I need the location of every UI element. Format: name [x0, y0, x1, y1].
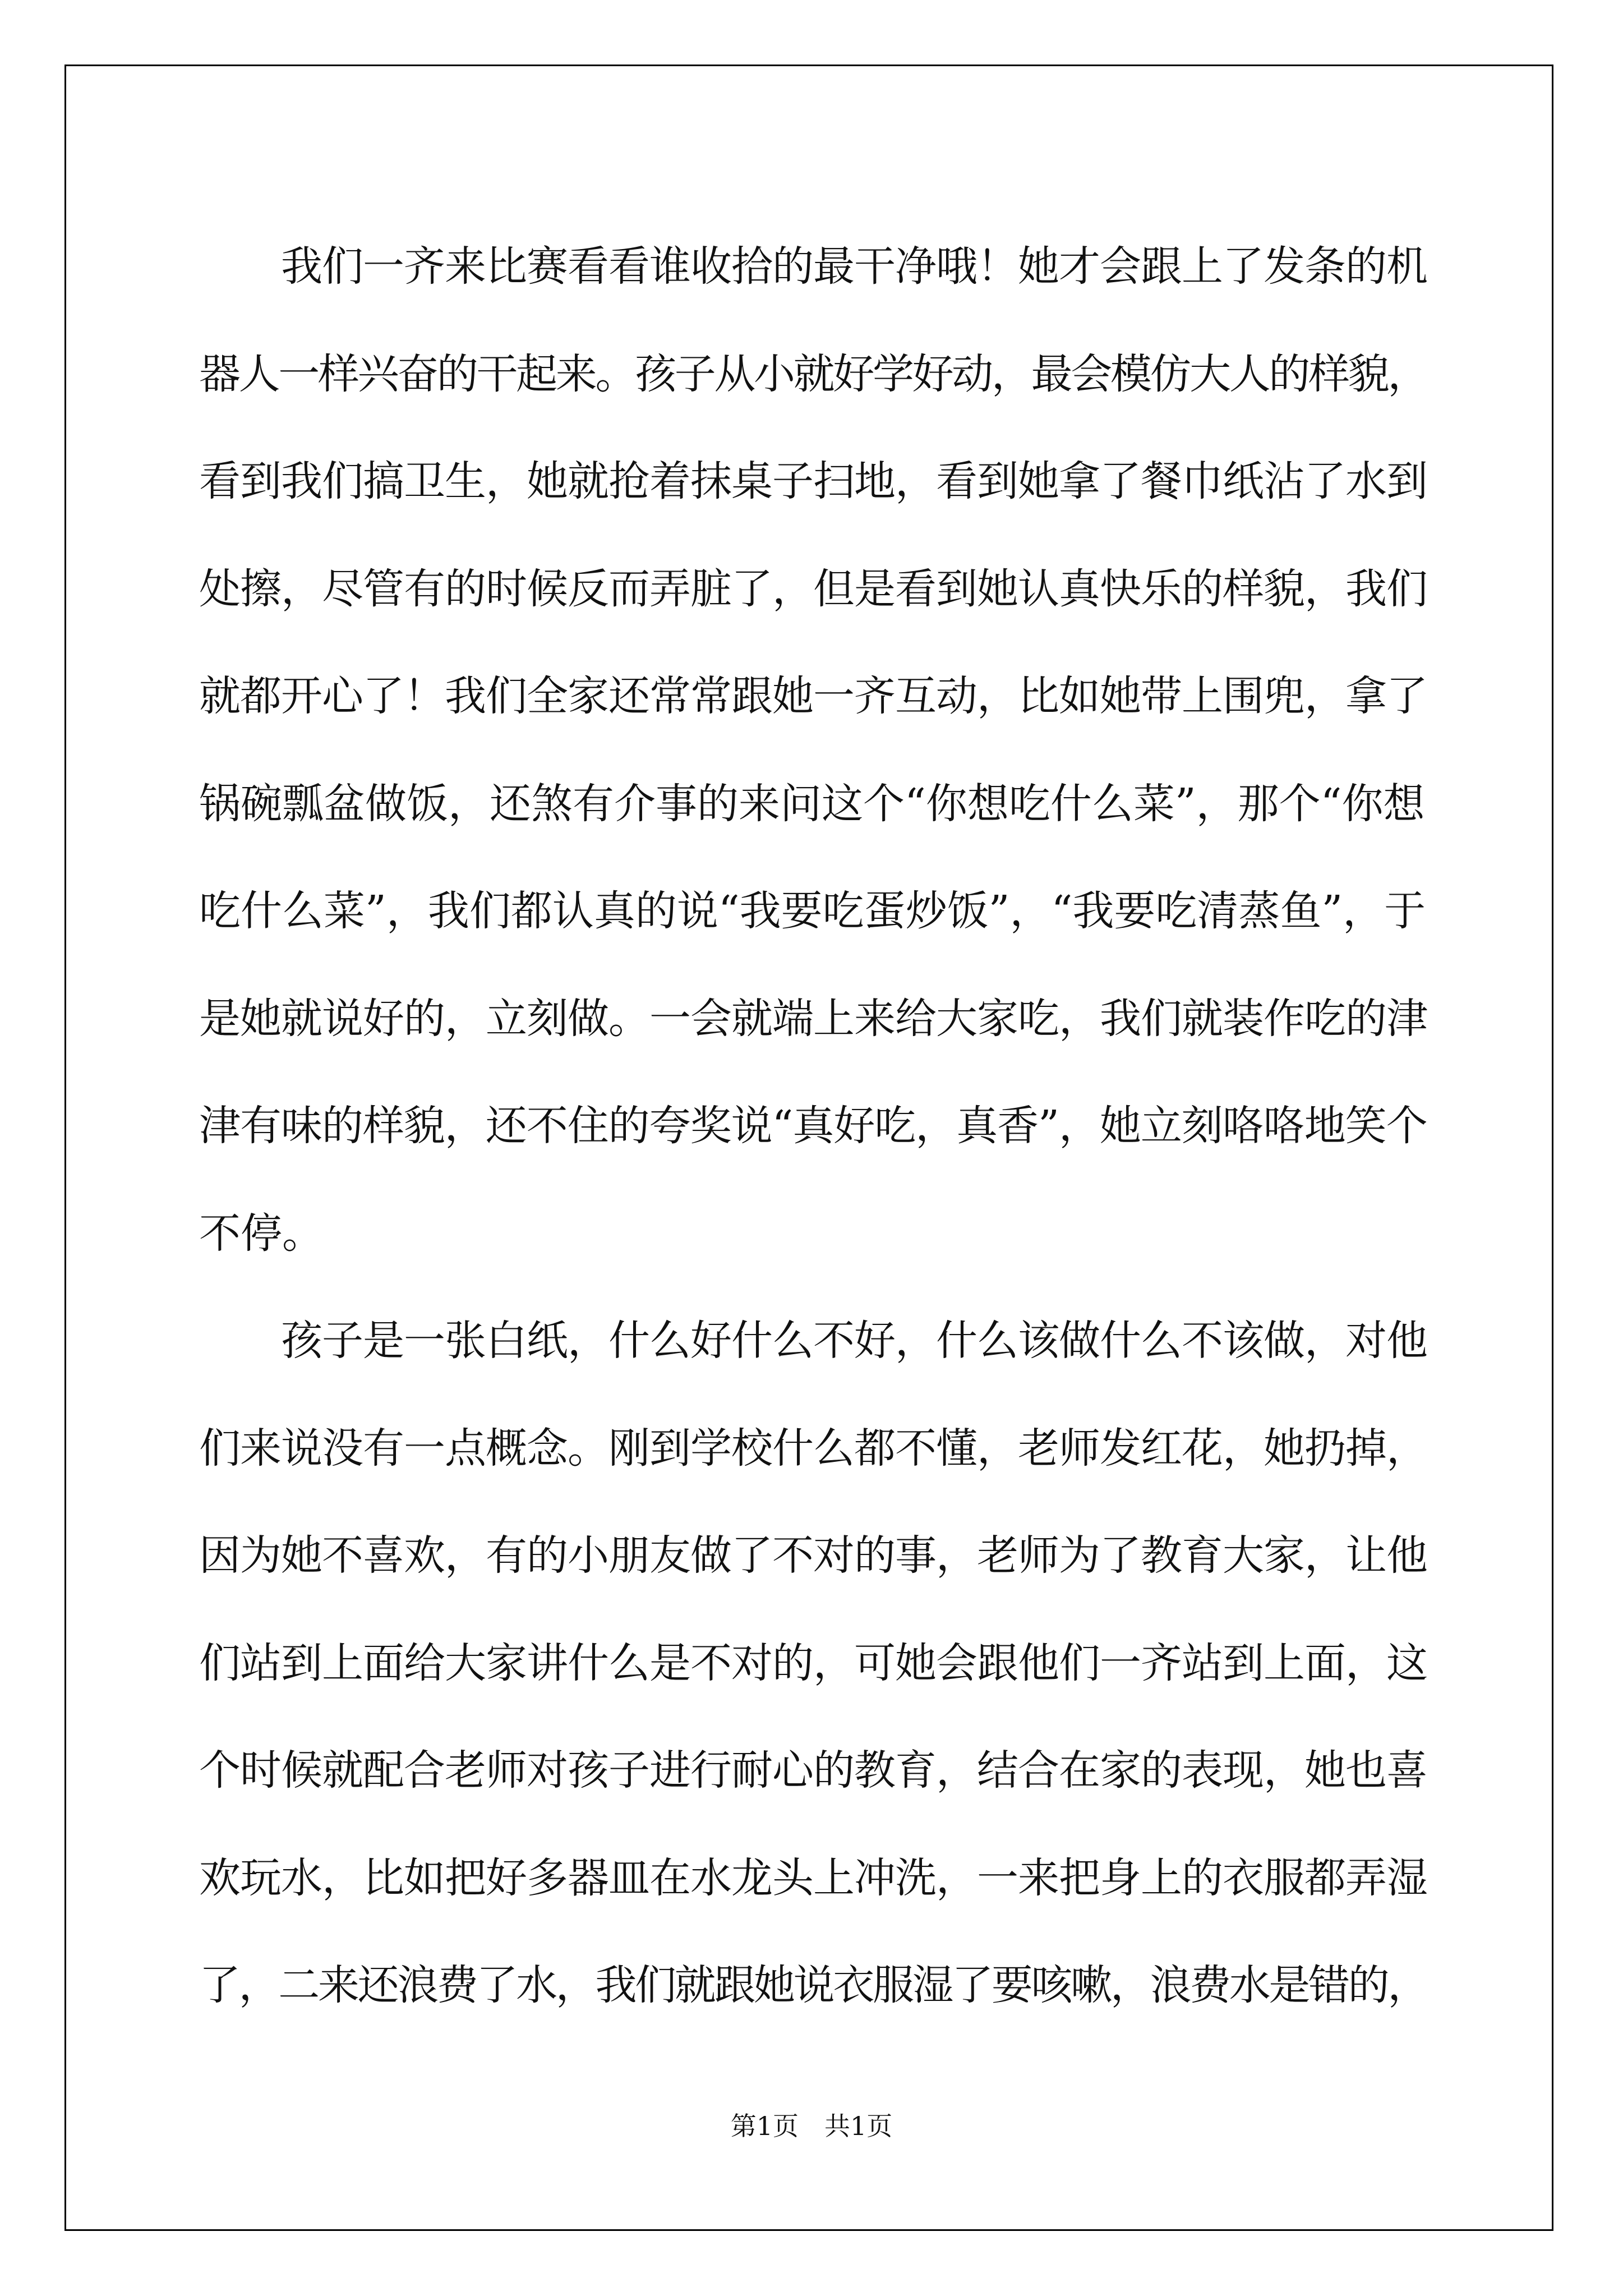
text-line: 是她就说好的，立刻做。一会就端上来给大家吃，我们就装作吃的津	[199, 994, 1427, 1043]
document-body	[199, 213, 1427, 2040]
text-line: 不停。	[199, 1209, 324, 1258]
text-line: 因为她不喜欢，有的小朋友做了不对的事，老师为了教育大家，让他	[199, 1531, 1427, 1580]
text-line: 孩子是一张白纸，什么好什么不好，什么该做什么不该做，对他	[199, 1317, 1427, 1365]
text-line: 们来说没有一点概念。刚到学校什么都不懂，老师发红花，她扔掉，	[199, 1424, 1427, 1473]
text-line: 津有味的样貌，还不住的夸奖说“真好吃，真香”，她立刻咯咯地笑个	[199, 1102, 1427, 1150]
text-line: 个时候就配合老师对孩子进行耐心的教育，结合在家的表现，她也喜	[199, 1746, 1427, 1795]
text-line: 处擦，尽管有的时候反而弄脏了，但是看到她认真快乐的样貌，我们	[199, 564, 1427, 613]
text-line: 锅碗瓢盆做饭，还煞有介事的来问这个“你想吃什么菜”，那个“你想	[199, 779, 1425, 828]
text-line: 了，二来还浪费了水，我们就跟她说衣服湿了要咳嗽，浪费水是错的，	[199, 1961, 1427, 2009]
text-line: 看到我们搞卫生，她就抢着抹桌子扫地，看到她拿了餐巾纸沾了水到	[199, 457, 1427, 505]
text-line: 我们一齐来比赛看看谁收拾的最干净哦！她才会跟上了发条的机	[199, 242, 1427, 291]
text-line: 吃什么菜”，我们都认真的说“我要吃蛋炒饭”，“我要吃清蒸鱼”，于	[199, 887, 1426, 935]
text-line: 器人一样兴奋的干起来。孩子从小就好学好动，最会模仿大人的样貌，	[199, 349, 1427, 398]
page-footer: 第1页 共1页	[730, 2111, 893, 2141]
text-line: 们站到上面给大家讲什么是不对的，可她会跟他们一齐站到上面，这	[199, 1639, 1427, 1687]
text-line: 欢玩水，比如把好多器皿在水龙头上冲洗，一来把身上的衣服都弄湿	[199, 1853, 1427, 1902]
text-line: 就都开心了！我们全家还常常跟她一齐互动，比如她带上围兜，拿了	[199, 672, 1427, 720]
